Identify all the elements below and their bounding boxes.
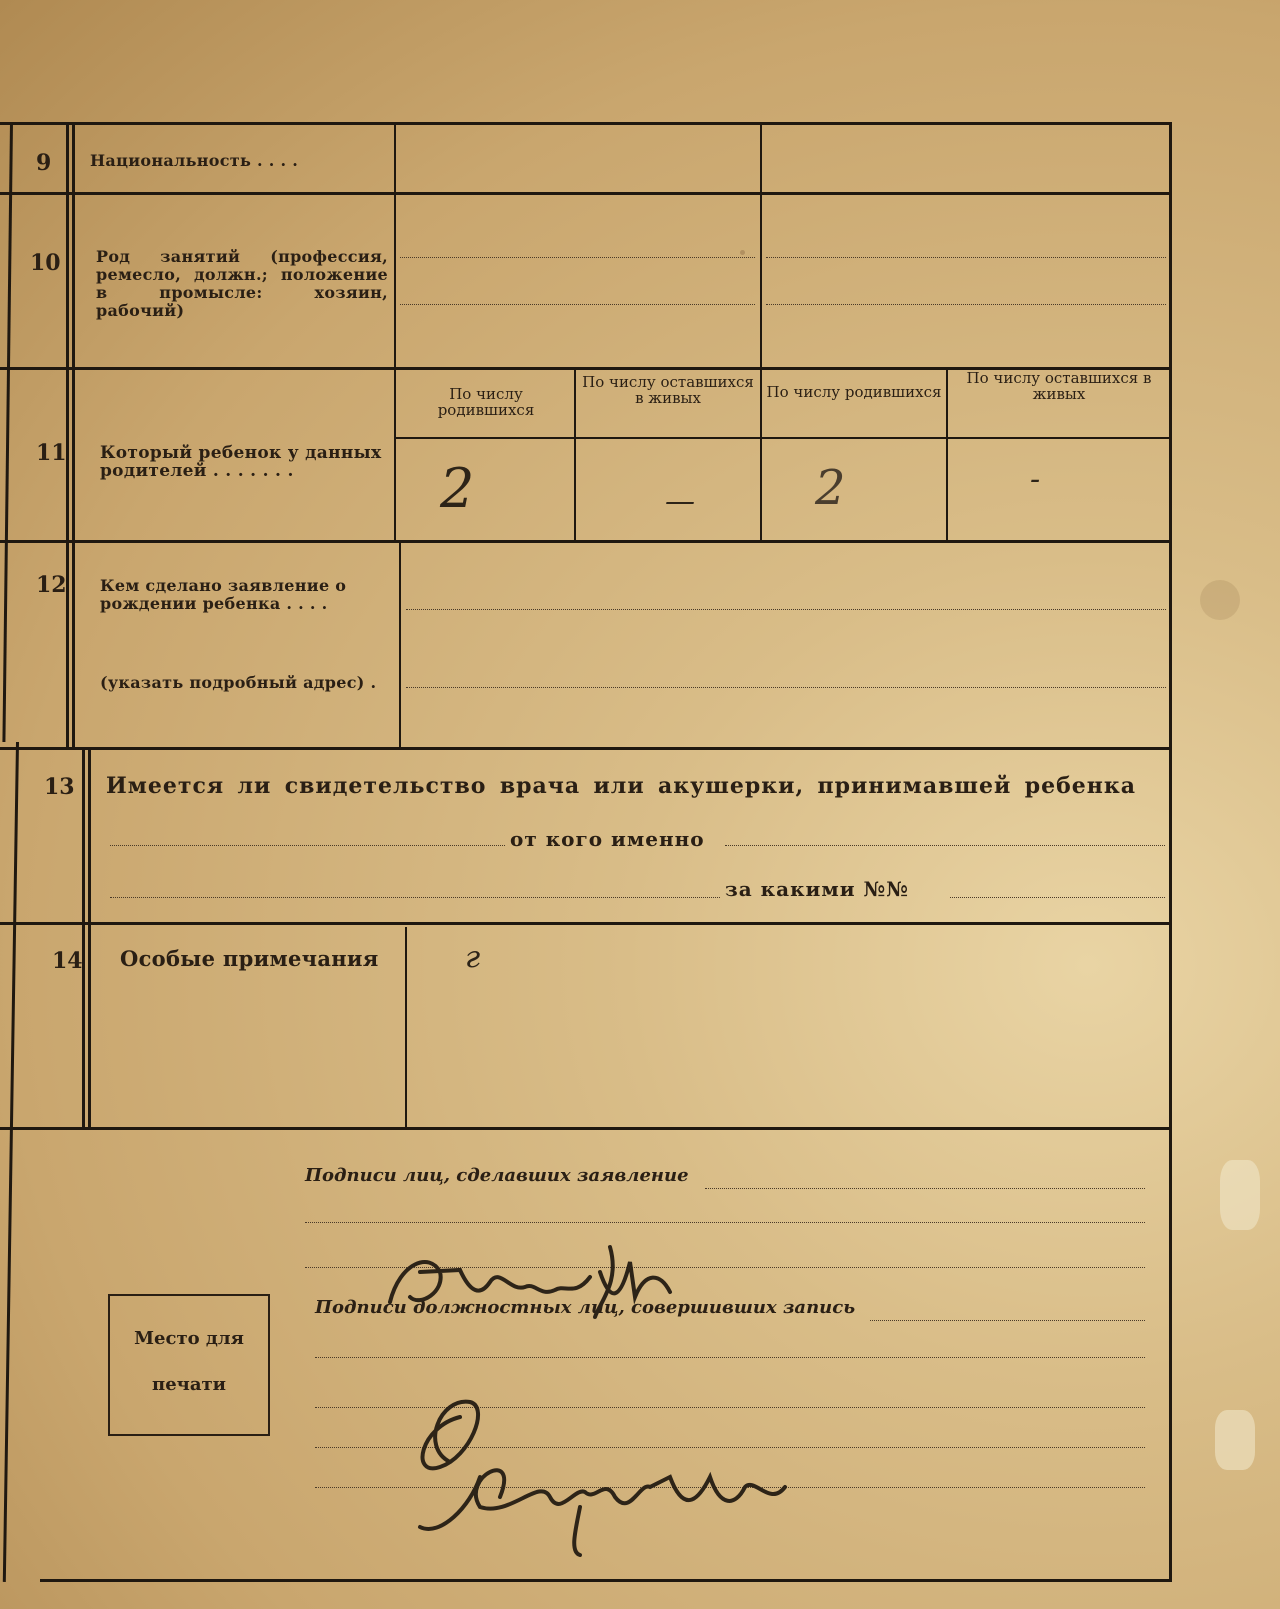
frame-bottom	[40, 1579, 1172, 1582]
row-13-number: 13	[44, 774, 75, 800]
num-col-line	[66, 122, 69, 747]
row-divider	[0, 922, 1172, 925]
row-divider	[0, 540, 1172, 543]
row-divider	[0, 192, 1172, 195]
row-10-number: 10	[30, 250, 61, 276]
stamp-label-line2: печати	[152, 1374, 226, 1395]
birth-record-form	[0, 122, 1175, 1584]
handwritten-alive-2: -	[1030, 462, 1041, 497]
frame-left	[2, 122, 13, 742]
row-10-label: Род занятий (профессия, ремесло, должн.; положение в промысле: хозяин, рабочий)	[96, 247, 388, 320]
handwritten-signature-1	[360, 1242, 720, 1322]
paper-stain	[1200, 580, 1240, 620]
handwritten-born-1: 2	[440, 457, 475, 520]
col-divider	[946, 367, 948, 540]
num-col-line	[82, 747, 85, 1127]
writing-line	[406, 687, 1166, 688]
handwritten-mark: г	[465, 940, 481, 975]
writing-line	[400, 257, 755, 258]
row-9-label: Национальность . . . .	[90, 151, 299, 170]
frame-left	[3, 742, 19, 1582]
stamp-place-box	[108, 1294, 270, 1436]
num-col-line	[88, 747, 91, 1127]
col-divider	[760, 122, 762, 540]
writing-line	[406, 609, 1166, 610]
writing-line	[766, 304, 1166, 305]
row-12-number: 12	[36, 572, 67, 598]
row-divider	[0, 1127, 1172, 1130]
applicants-signature-label: Подписи лиц, сделавших заявление	[305, 1165, 689, 1186]
officials-signature-label: Подписи должностных лиц, совершивших запись	[315, 1297, 856, 1318]
row-14-number: 14	[52, 948, 83, 974]
writing-line	[766, 257, 1166, 258]
row-divider	[0, 747, 1172, 750]
col-header-alive-2: По числу оставшихся в живых	[966, 369, 1152, 403]
row-12-label: Кем сделано заявление о рождении ребенка . . . .	[100, 576, 347, 613]
writing-line	[315, 1357, 1145, 1358]
row-13-numbers: за какими №№	[725, 877, 910, 901]
subheader-line	[396, 437, 1172, 439]
writing-line	[705, 1188, 1145, 1189]
handwritten-alive-1: —	[665, 484, 695, 519]
col-header-born-1: По числу родившихся	[437, 385, 535, 419]
col-divider	[405, 927, 407, 1127]
row-14-label: Особые примечания	[120, 946, 379, 971]
paper-tear	[1220, 1160, 1260, 1230]
handwritten-born-2: 2	[815, 460, 846, 516]
writing-line	[400, 304, 755, 305]
row-13-from-whom: от кого именно	[510, 827, 705, 851]
col-divider	[574, 367, 576, 540]
writing-line	[870, 1320, 1145, 1321]
row-11-label: Который ребенок у данных родителей . . . . . . .	[100, 443, 382, 481]
col-divider	[394, 122, 396, 542]
row-9-number: 9	[36, 150, 52, 176]
row-13-label: Имеется ли свидетельство врача или акушерки, принимавшей ребенка	[106, 773, 1136, 799]
frame-right	[1169, 122, 1172, 1582]
writing-line	[110, 845, 505, 846]
writing-line	[110, 897, 720, 898]
col-header-born-2: По числу родившихся	[766, 383, 942, 401]
row-11-number: 11	[36, 440, 67, 466]
stamp-label-line1: Место для	[134, 1328, 244, 1349]
writing-line	[950, 897, 1165, 898]
paper-tear	[1215, 1410, 1255, 1470]
row-12-sublabel: (указать подробный адрес) .	[100, 673, 377, 692]
writing-line	[725, 845, 1165, 846]
num-col-line	[72, 122, 75, 747]
col-divider	[399, 542, 401, 747]
writing-line	[305, 1222, 1145, 1223]
col-header-alive-1: По числу оставшихся в живых	[582, 373, 754, 407]
handwritten-signature-2	[400, 1387, 820, 1557]
frame-top	[0, 122, 1172, 125]
